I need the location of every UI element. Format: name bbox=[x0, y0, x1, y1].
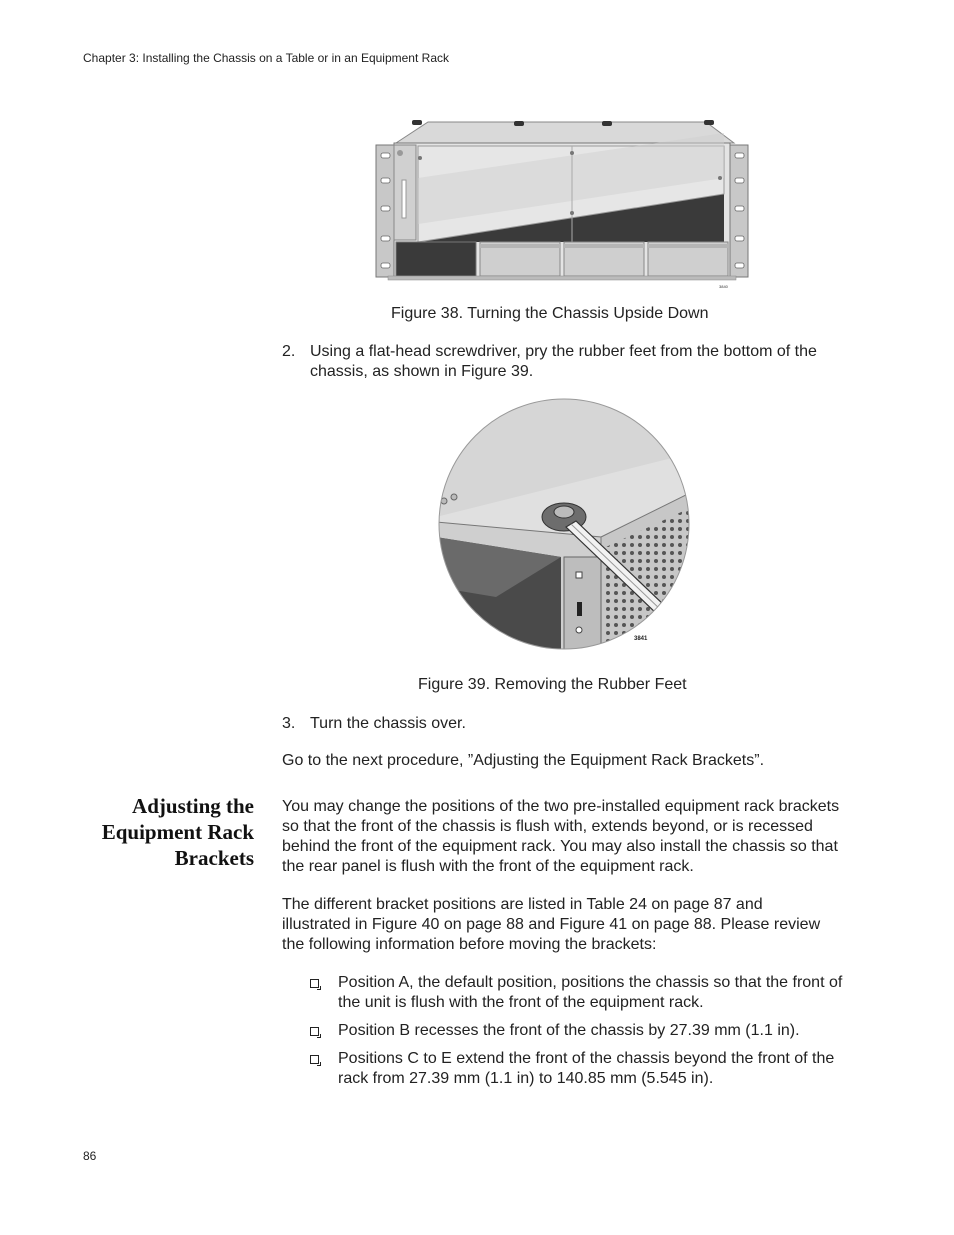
figure-39-caption: Figure 39. Removing the Rubber Feet bbox=[418, 676, 687, 693]
step-2-text: Using a flat-head screwdriver, pry the rubber feet from the bottom of the chassis, as shown in Figure 39. bbox=[310, 343, 817, 380]
step-3-number: 3. bbox=[282, 715, 296, 732]
step-3-text: Turn the chassis over. bbox=[310, 715, 466, 732]
bullet-text: Position B recesses the front of the chassis by 27.39 mm (1.1 in). bbox=[338, 1022, 800, 1039]
figure-38-caption: Figure 38. Turning the Chassis Upside Down bbox=[391, 305, 709, 322]
section-paragraph-2: The different bracket positions are listed in Table 24 on page 87 and illustrated in Figure 40 on page 88 and Figure 41 on page 88. Please review the following information before moving the brackets: bbox=[282, 896, 821, 953]
next-procedure-text: Go to the next procedure, ”Adjusting the Equipment Rack Brackets”. bbox=[282, 752, 765, 769]
page-number: 86 bbox=[83, 1149, 97, 1163]
section-heading bbox=[54, 793, 254, 871]
section-heading-line-2: Equipment Rack bbox=[101, 820, 254, 844]
bullet-item bbox=[310, 1021, 850, 1041]
checkbox-bullet-icon bbox=[310, 979, 319, 988]
section-heading-line-1: Adjusting the bbox=[132, 794, 254, 818]
step-3 bbox=[282, 714, 852, 734]
figure-39-image-label: 3841 bbox=[634, 636, 648, 642]
checkbox-bullet-icon bbox=[310, 1027, 319, 1036]
step-2-number: 2. bbox=[282, 343, 296, 360]
bullet-item bbox=[310, 1049, 850, 1089]
section-heading-line-3: Brackets bbox=[174, 846, 254, 870]
section-paragraph-1: You may change the positions of the two pre-installed equipment rack brackets so that the front of the chassis is flush with, extends beyond, or is recessed behind the front of the equipment rack. You may also install the chassis so that the rear panel is flush with the front of the equipment rack. bbox=[282, 798, 840, 875]
bullet-text: Positions C to E extend the front of the chassis beyond the front of the rack from 27.39 mm (1.1 in) to 140.85 mm (5.545 in). bbox=[338, 1050, 835, 1087]
bullet-item bbox=[310, 973, 850, 1013]
figure-38-chassis-illustration bbox=[374, 118, 750, 293]
checkbox-bullet-icon bbox=[310, 1055, 319, 1064]
running-header: Chapter 3: Installing the Chassis on a Table or in an Equipment Rack bbox=[83, 51, 449, 65]
bullet-text: Position A, the default position, positions the chassis so that the front of the unit is flush with the front of the equipment rack. bbox=[338, 974, 843, 1011]
step-2 bbox=[282, 342, 852, 382]
figure-39-rubber-feet-illustration bbox=[436, 397, 692, 651]
figure-38-image-label: 3840 bbox=[719, 284, 728, 289]
